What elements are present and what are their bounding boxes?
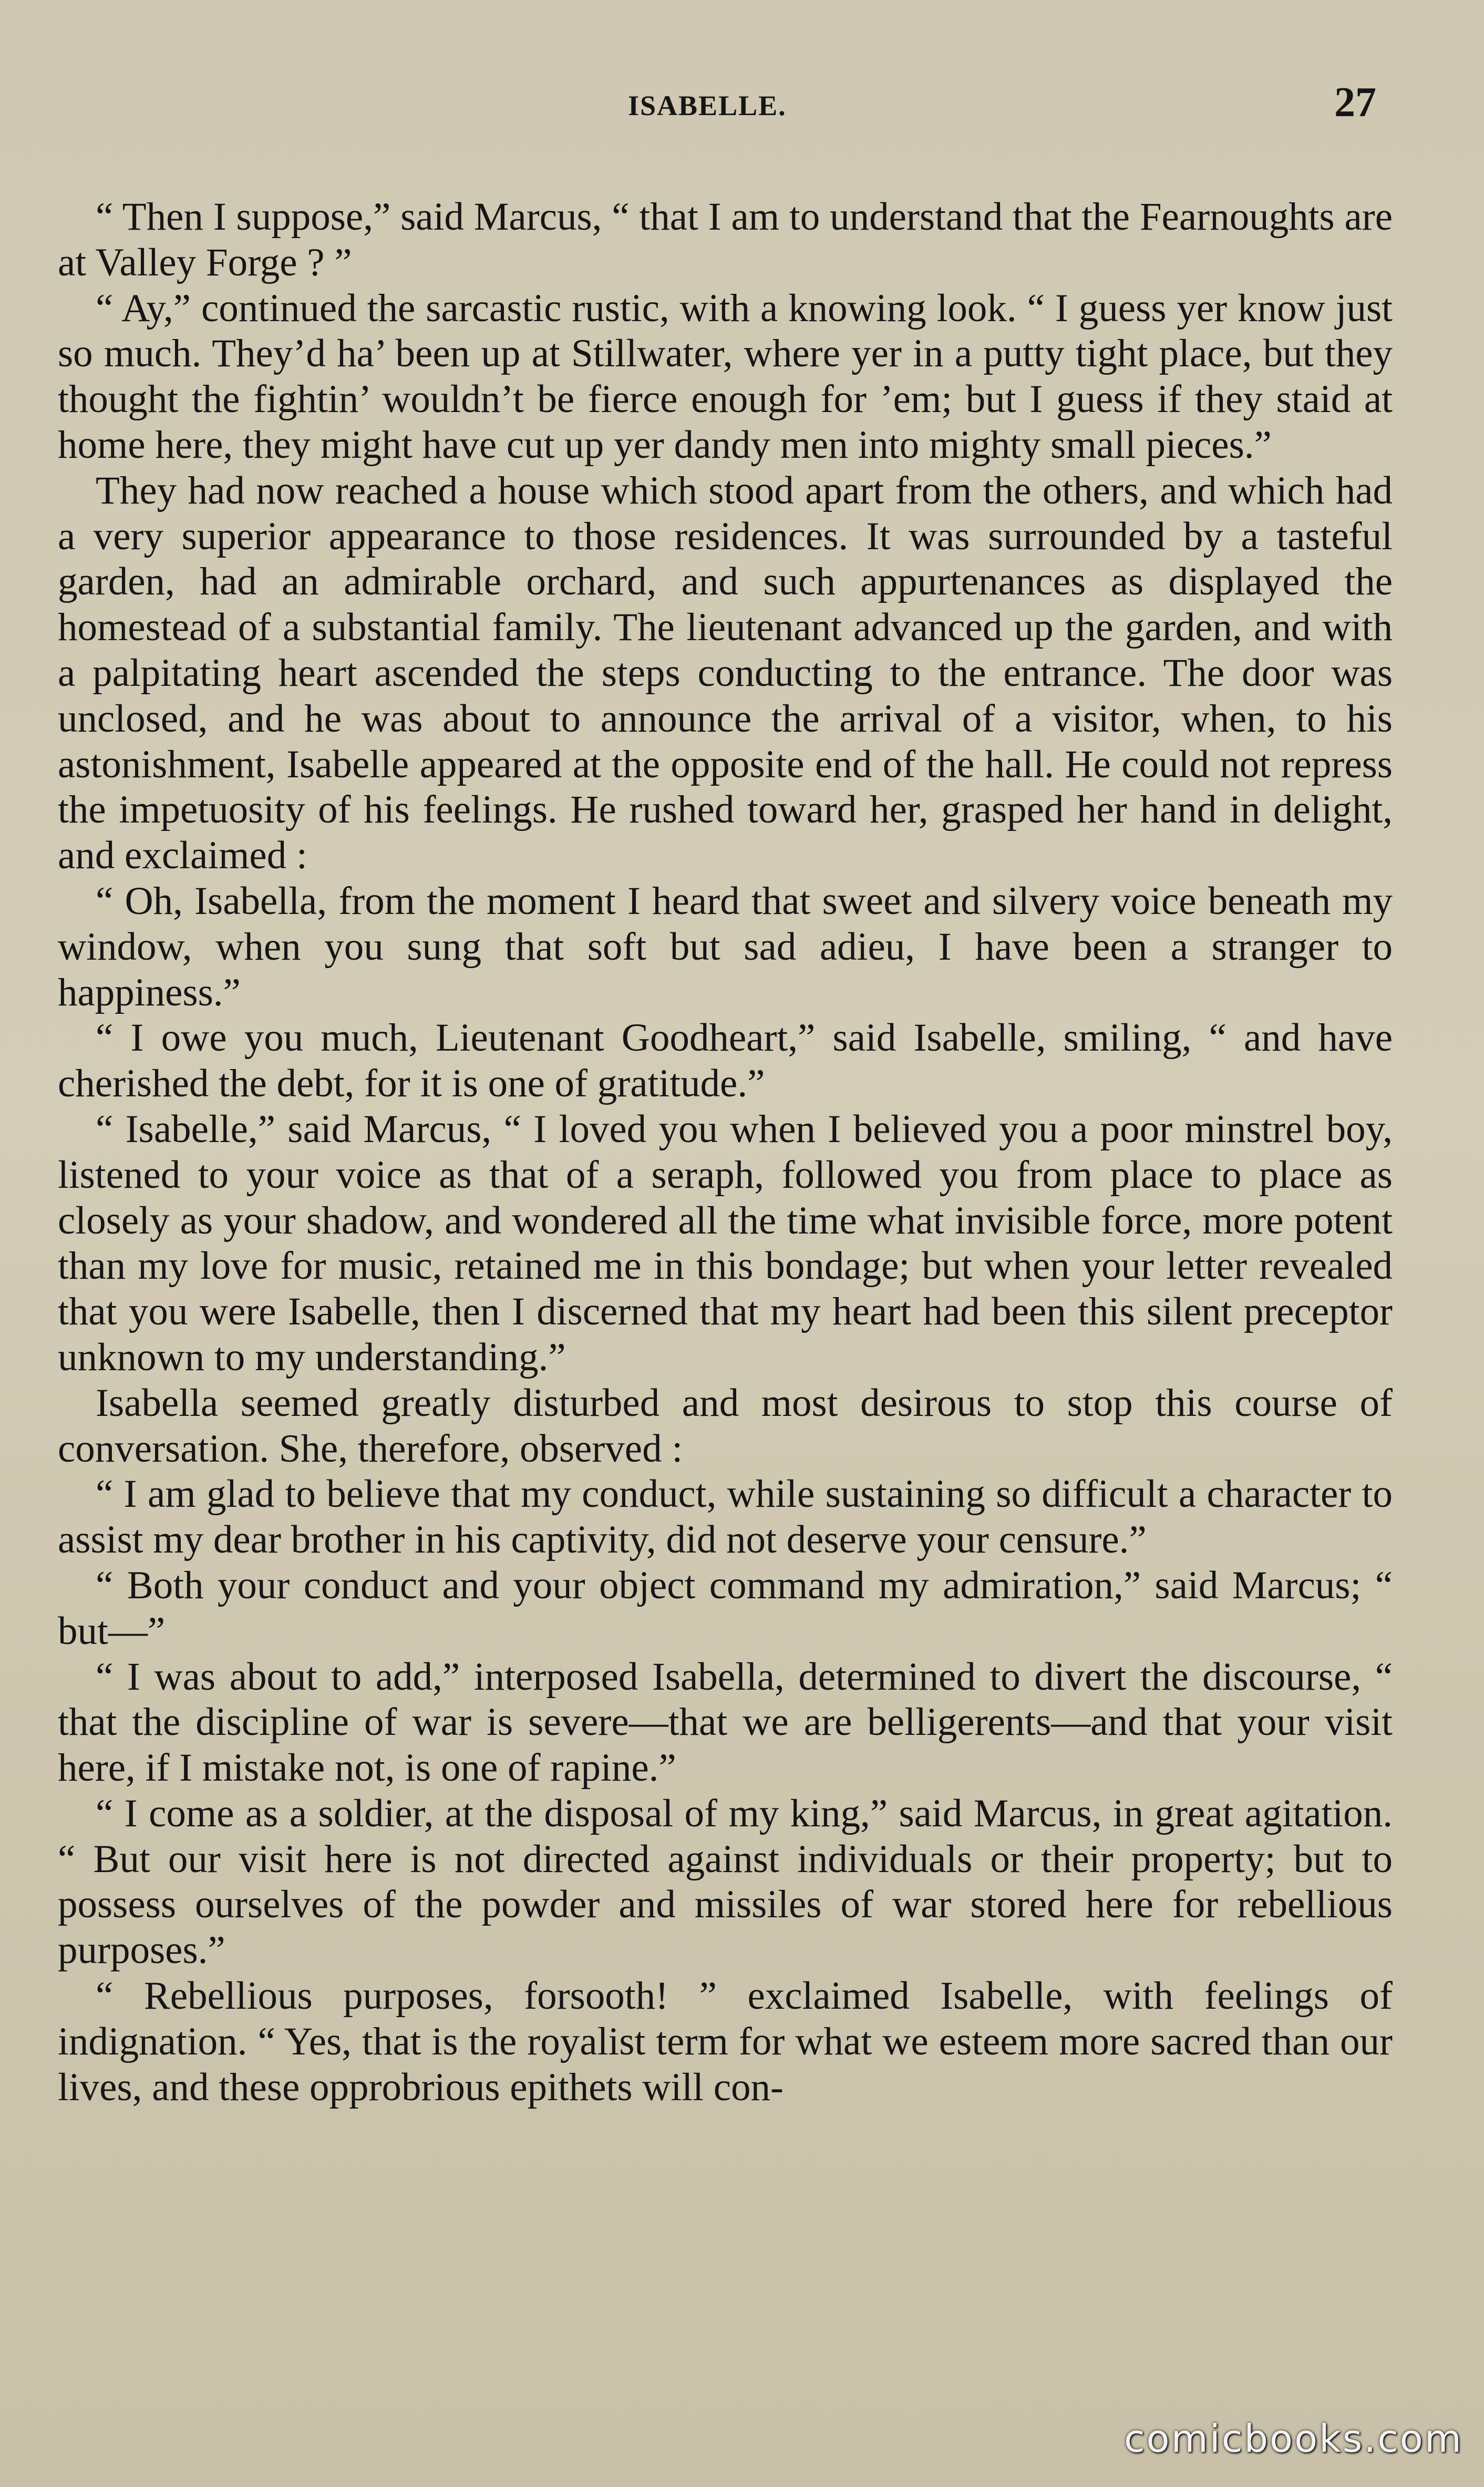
paragraph: “ Rebellious purposes, forsooth! ” exclaimed Isabelle, with feelings of indignation. “ Yes, that is the royalist term for what we esteem more sacred than our lives, and these opprobrious epithets will con- xyxy=(58,1974,1393,2109)
paragraph: “ I am glad to believe that my conduct, while sustaining so difficult a character to assist my dear brother in his captivity, did not deserve your censure.” xyxy=(58,1472,1393,1562)
running-head: ISABELLE. xyxy=(628,90,787,121)
paragraph: “ Then I suppose,” said Marcus, “ that I am to understand that the Fearnoughts are at Valley Forge ? ” xyxy=(58,195,1393,284)
paragraph: “ I come as a soldier, at the disposal of my king,” said Marcus, in great agitation. “ But our visit here is not directed against individuals or their property; but to possess ourselves of the powder and missiles of war stored here for rebellious purposes.” xyxy=(58,1791,1393,1972)
body-text xyxy=(58,194,1393,2110)
paragraph: “ Oh, Isabella, from the moment I heard that sweet and silvery voice beneath my window, when you sung that soft but sad adieu, I have been a stranger to happiness.” xyxy=(58,879,1393,1014)
paragraph: “ I owe you much, Lieutenant Goodheart,” said Isabelle, smiling, “ and have cherished the debt, for it is one of gratitude.” xyxy=(58,1016,1393,1106)
watermark: comicbooks.com xyxy=(1124,2417,1463,2461)
paragraph: “ Ay,” continued the sarcastic rustic, with a knowing look. “ I guess yer know just so much. They’d ha’ been up at Stillwater, where yer in a putty tight place, but they thought the fightin’ wouldn’t be fierce enough for ’em; but I guess if they staid at home here, they might have cut up yer dandy men into mighty small pieces.” xyxy=(58,286,1393,467)
paragraph: “ Isabelle,” said Marcus, “ I loved you when I believed you a poor minstrel boy, listened to your voice as that of a seraph, followed you from place to place as closely as your shadow, and wondered all the time what invisible force, more potent than my love for music, retained me in this bondage; but when your letter revealed that you were Isabelle, then I discerned that my heart had been this silent preceptor unknown to my understanding.” xyxy=(58,1107,1393,1379)
paragraph: Isabella seemed greatly disturbed and most desirous to stop this course of conversation. She, therefore, observed : xyxy=(58,1381,1393,1471)
paragraph: “ I was about to add,” interposed Isabella, determined to divert the discourse, “ that the discipline of war is severe—that we are belligerents—and that your visit here, if I mistake not, is one of rapine.” xyxy=(58,1654,1393,1790)
page-number: 27 xyxy=(1334,79,1376,126)
paragraph: They had now reached a house which stood apart from the others, and which had a very superior appearance to those residences. It was surrounded by a tasteful garden, had an admirable orchard, and such appurtenances as displayed the homestead of a substantial family. The lieutenant advanced up the garden, and with a palpitating heart ascended the steps conducting to the entrance. The door was unclosed, and he was about to announce the arrival of a visitor, when, to his astonishment, Isabelle appeared at the opposite end of the hall. He could not repress the impetuosity of his feelings. He rushed toward her, grasped her hand in delight, and exclaimed : xyxy=(58,468,1393,878)
paragraph: “ Both your conduct and your object command my admiration,” said Marcus; “ but—” xyxy=(58,1563,1393,1653)
